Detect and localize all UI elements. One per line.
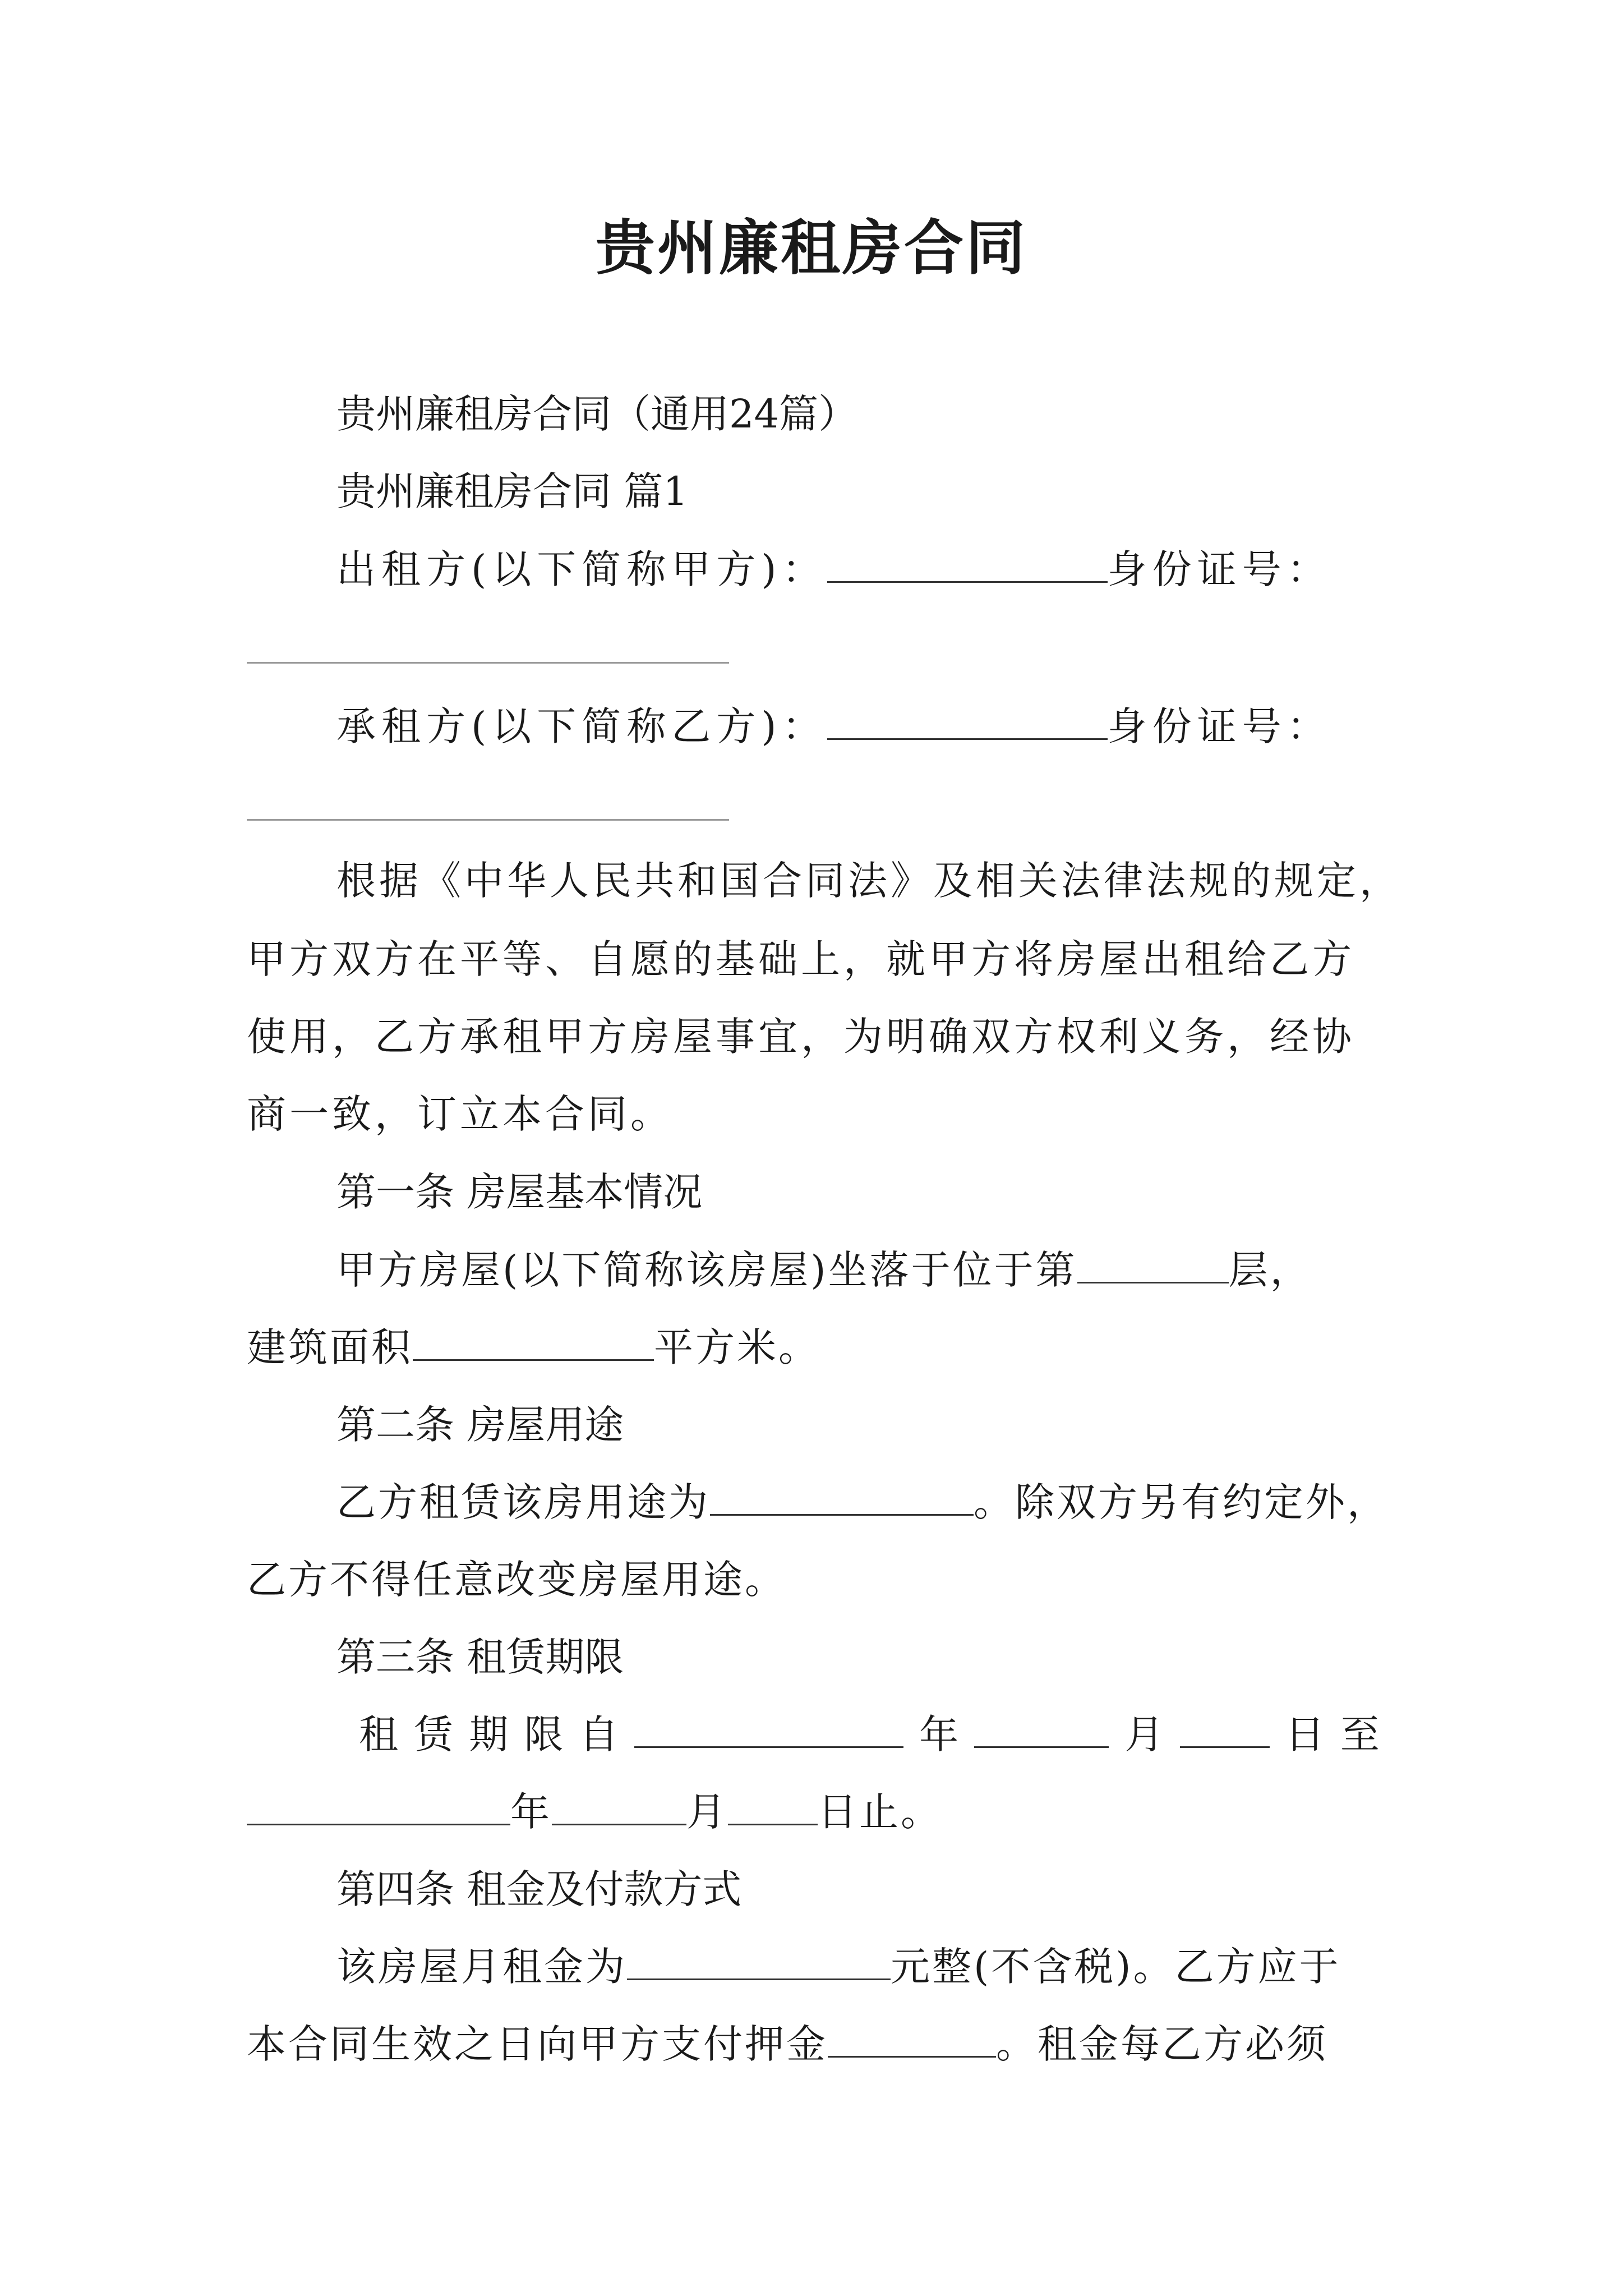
document-title: 贵州廉租房合同 (596, 214, 1027, 283)
clause2-text: 乙方租赁该房用途为 (336, 1479, 710, 1525)
lessor-label: 出租方(以下简称甲方)： (336, 546, 827, 592)
clause3-char: 日 (1285, 1711, 1325, 1757)
lessor-id-blank (247, 662, 729, 664)
preamble-line: 商一致，订立本合同。 (247, 1091, 673, 1137)
lessor-id-label: 身份证号： (1107, 546, 1332, 592)
clause1-line1 (247, 1242, 1380, 1298)
floor-blank (1077, 1246, 1229, 1283)
clause3-text: 月 (686, 1789, 728, 1835)
clause3-char: 赁 (414, 1711, 454, 1757)
document-subtitle: 贵州廉租房合同（通用24篇） (336, 391, 858, 437)
end-day-blank (728, 1788, 818, 1825)
usage-blank (710, 1478, 974, 1516)
clause3-text: 日止。 (818, 1789, 942, 1835)
clause2-heading: 第二条 房屋用途 (336, 1402, 624, 1448)
lessor-line (247, 541, 1380, 597)
clause1-text: 层， (1228, 1247, 1312, 1293)
clause4-text: 。租金每乙方必须 (996, 2021, 1328, 2067)
preamble-line: 根据《中华人民共和国合同法》及相关法律法规的规定， (336, 858, 1402, 904)
clause4-heading: 第四条 租金及付款方式 (336, 1866, 742, 1912)
clause1-text: 建筑面积 (247, 1324, 413, 1370)
lessee-name-blank (827, 702, 1108, 740)
end-month-blank (552, 1788, 686, 1825)
preamble-line: 使用，乙方承租甲方房屋事宜，为明确双方权利义务，经协 (247, 1014, 1355, 1060)
start-day-blank (1180, 1710, 1270, 1748)
clause3-char: 年 (919, 1711, 959, 1757)
clause2-line2: 乙方不得任意改变房屋用途。 (247, 1557, 786, 1603)
clause2-line1 (247, 1474, 1389, 1530)
lessor-name-blank (827, 545, 1108, 583)
clause3-line1 (247, 1706, 1380, 1763)
clause1-heading: 第一条 房屋基本情况 (336, 1169, 703, 1215)
clause4-text: 本合同生效之日向甲方支付押金 (247, 2021, 828, 2067)
clause4-text: 元整(不含税)。乙方应于 (891, 1944, 1341, 1990)
clause3-line2 (247, 1784, 1380, 1840)
rent-blank (627, 1943, 891, 1980)
clause1-text: 平方米。 (654, 1324, 820, 1370)
start-year-blank (634, 1710, 903, 1748)
lessee-label: 承租方(以下简称乙方)： (336, 703, 827, 749)
preamble-line: 甲方双方在平等、自愿的基础上，就甲方将房屋出租给乙方 (247, 936, 1355, 982)
clause4-text: 该房屋月租金为 (336, 1944, 627, 1990)
area-blank (413, 1323, 654, 1361)
clause3-char: 期 (469, 1711, 509, 1757)
clause2-text: 。除双方另有约定外， (974, 1479, 1389, 1525)
clause3-char: 限 (524, 1711, 564, 1757)
clause3-char: 租 (359, 1711, 398, 1757)
clause3-char: 自 (579, 1711, 619, 1757)
lessee-id-blank (247, 819, 729, 821)
clause4-line1 (247, 1939, 1380, 1995)
clause3-char: 月 (1124, 1711, 1164, 1757)
lessee-line (247, 698, 1380, 754)
end-year-blank (247, 1788, 510, 1825)
article-heading: 贵州廉租房合同 篇1 (336, 468, 688, 514)
clause3-char: 至 (1340, 1711, 1380, 1757)
clause4-line2 (247, 2016, 1380, 2072)
clause3-text: 年 (510, 1789, 552, 1835)
clause1-text: 甲方房屋(以下简称该房屋)坐落于位于第 (336, 1247, 1077, 1293)
clause1-line2 (247, 1319, 1380, 1375)
deposit-blank (828, 2020, 996, 2058)
lessee-id-label: 身份证号： (1107, 703, 1332, 749)
start-month-blank (974, 1710, 1109, 1748)
clause3-heading: 第三条 租赁期限 (336, 1634, 624, 1680)
